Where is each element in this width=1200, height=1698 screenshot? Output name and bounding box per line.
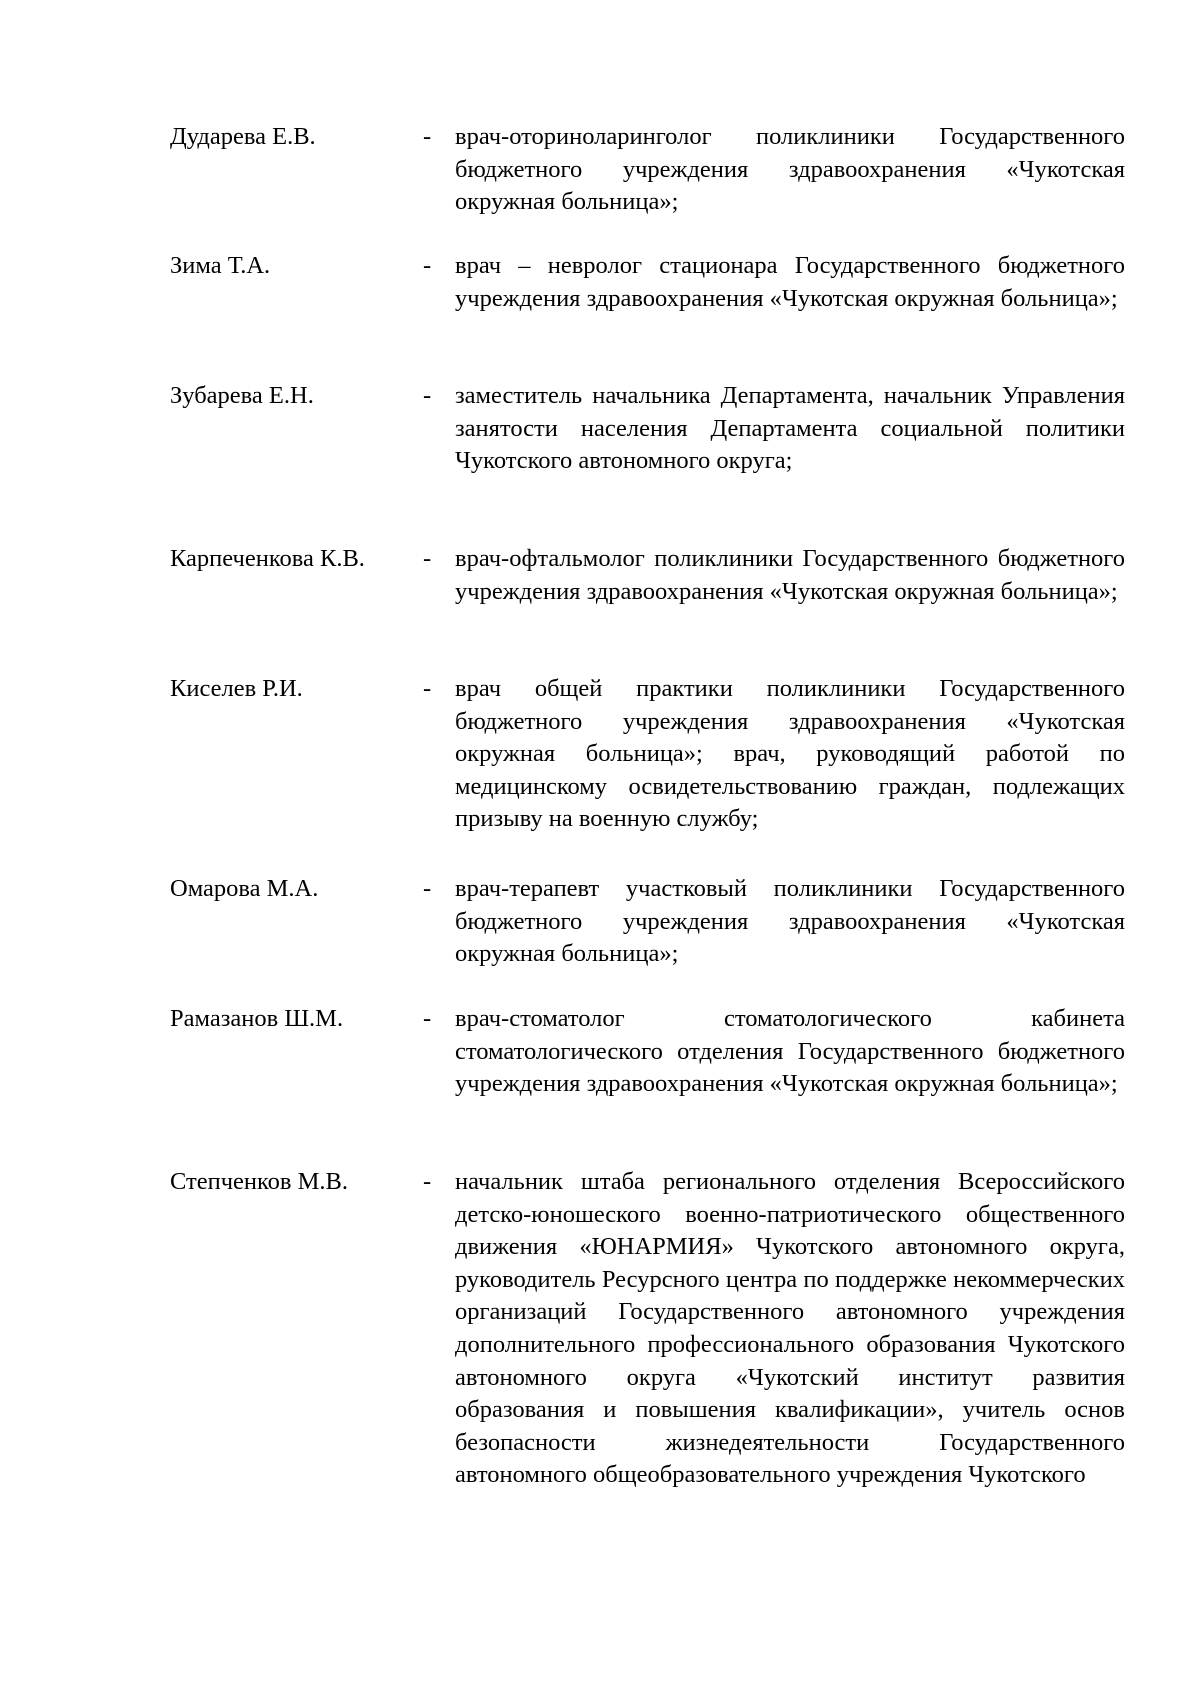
member-entry-zima (170, 250, 1125, 315)
member-name: Степченков М.В. (170, 1168, 348, 1195)
member-name: Зубарева Е.Н. (170, 382, 314, 409)
member-position: врач общей практики поликлиники Государственного бюджетного учреждения здравоохранения «Чукотская окружная больница»; врач, руководящий работой по медицинскому освидетельствованию граждан, подлежащих призыву на военную службу; (455, 675, 1125, 833)
separator-dash: - (423, 1168, 432, 1195)
separator-dash: - (423, 252, 432, 279)
member-name: Дударева Е.В. (170, 123, 316, 150)
member-name: Рамазанов Ш.М. (170, 1005, 344, 1032)
member-entry-ramazanov (170, 1003, 1125, 1101)
member-position: врач-терапевт участковый поликлиники Государственного бюджетного учреждения здравоохранения «Чукотская окружная больница»; (455, 875, 1125, 968)
member-entry-kiselev (170, 673, 1125, 836)
separator-dash: - (423, 123, 432, 150)
member-position: врач-стоматолог стоматологического кабинета стоматологического отделения Государственного бюджетного учреждения здравоохранения «Чукотская окружная больница»; (455, 1005, 1125, 1098)
member-position: заместитель начальника Департамента, начальник Управления занятости населения Департамента социальной политики Чукотского автономного округа; (455, 382, 1125, 475)
separator-dash: - (423, 675, 432, 702)
member-entry-zubareva (170, 380, 1125, 478)
member-position: начальник штаба регионального отделения Всероссийского детско-юношеского военно-патриотического общественного движения «ЮНАРМИЯ» Чукотского автономного округа, руководитель Ресурсного центра по поддержке некоммерческих организаций Государственного автономного учреждения дополнительного профессионального образования Чукотского автономного округа «Чукотский институт развития образования и повышения квалификации», учитель основ безопасности жизнедеятельности Государственного автономного общеобразовательного учреждения Чукотского (455, 1168, 1125, 1489)
member-position: врач – невролог стационара Государственного бюджетного учреждения здравоохранения «Чукотская окружная больница»; (455, 252, 1125, 312)
member-entry-dudareva (170, 121, 1125, 219)
member-name: Зима Т.А. (170, 252, 271, 279)
member-position: врач-офтальмолог поликлиники Государственного бюджетного учреждения здравоохранения «Чукотская окружная больница»; (455, 545, 1125, 605)
separator-dash: - (423, 382, 432, 409)
member-name: Омарова М.А. (170, 875, 319, 902)
member-name: Карпеченкова К.В. (170, 545, 365, 572)
member-position: врач-оториноларинголог поликлиники Государственного бюджетного учреждения здравоохранения «Чукотская окружная больница»; (455, 123, 1125, 216)
member-name: Киселев Р.И. (170, 675, 303, 702)
member-entry-karpechenkova (170, 543, 1125, 608)
separator-dash: - (423, 545, 432, 572)
member-entry-omarova (170, 873, 1125, 971)
member-entry-stepchenkov (170, 1166, 1125, 1492)
separator-dash: - (423, 875, 432, 902)
separator-dash: - (423, 1005, 432, 1032)
